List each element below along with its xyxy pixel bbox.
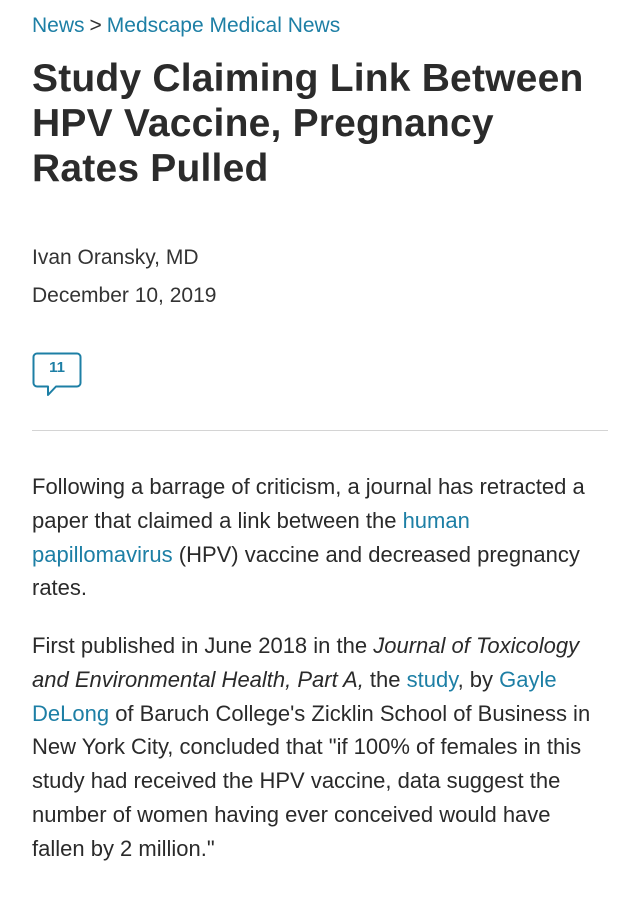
breadcrumb-medscape-news-link[interactable]: Medscape Medical News [106,14,341,37]
article-author: Ivan Oransky, MD [32,246,199,269]
paragraph-2-text-after: of Baruch College's Zicklin School of Business in New York City, concluded that "if 100% of females in this study had received the HPV vaccine, data suggest the number of women having ever conceived would have fallen by 2 million." [32,700,591,861]
article-date: December 10, 2019 [32,284,217,307]
breadcrumb [32,12,340,40]
breadcrumb-news-link[interactable]: News [32,14,85,37]
paragraph-2-text-mid-1: the [363,666,407,692]
paragraph-1-text-before: Following a barrage of criticism, a journal has retracted a paper that claimed a link between the [32,474,585,533]
paragraph-2-text-before: First published in June 2018 in the [32,633,374,658]
journal-name: Journal of Toxicology and Environmental Health, Part A, [32,633,580,692]
study-link[interactable]: study [406,666,458,692]
article-paragraph-2 [32,629,608,866]
comment-count: 11 [49,359,65,376]
hpv-link[interactable]: human papillomavirus [32,507,470,567]
paragraph-2-text-mid-2: , by [457,666,500,692]
paragraph-1-text-after: (HPV) vaccine and decreased pregnancy rates. [32,541,580,601]
article-paragraph-1 [32,470,608,605]
breadcrumb-separator: > [89,14,102,37]
content-divider [32,430,608,431]
gayle-delong-link[interactable]: Gayle DeLong [32,666,557,726]
article-title: Study Claiming Link Between HPV Vaccine, Pregnancy Rates Pulled [32,57,584,190]
comments-button[interactable] [32,352,82,398]
